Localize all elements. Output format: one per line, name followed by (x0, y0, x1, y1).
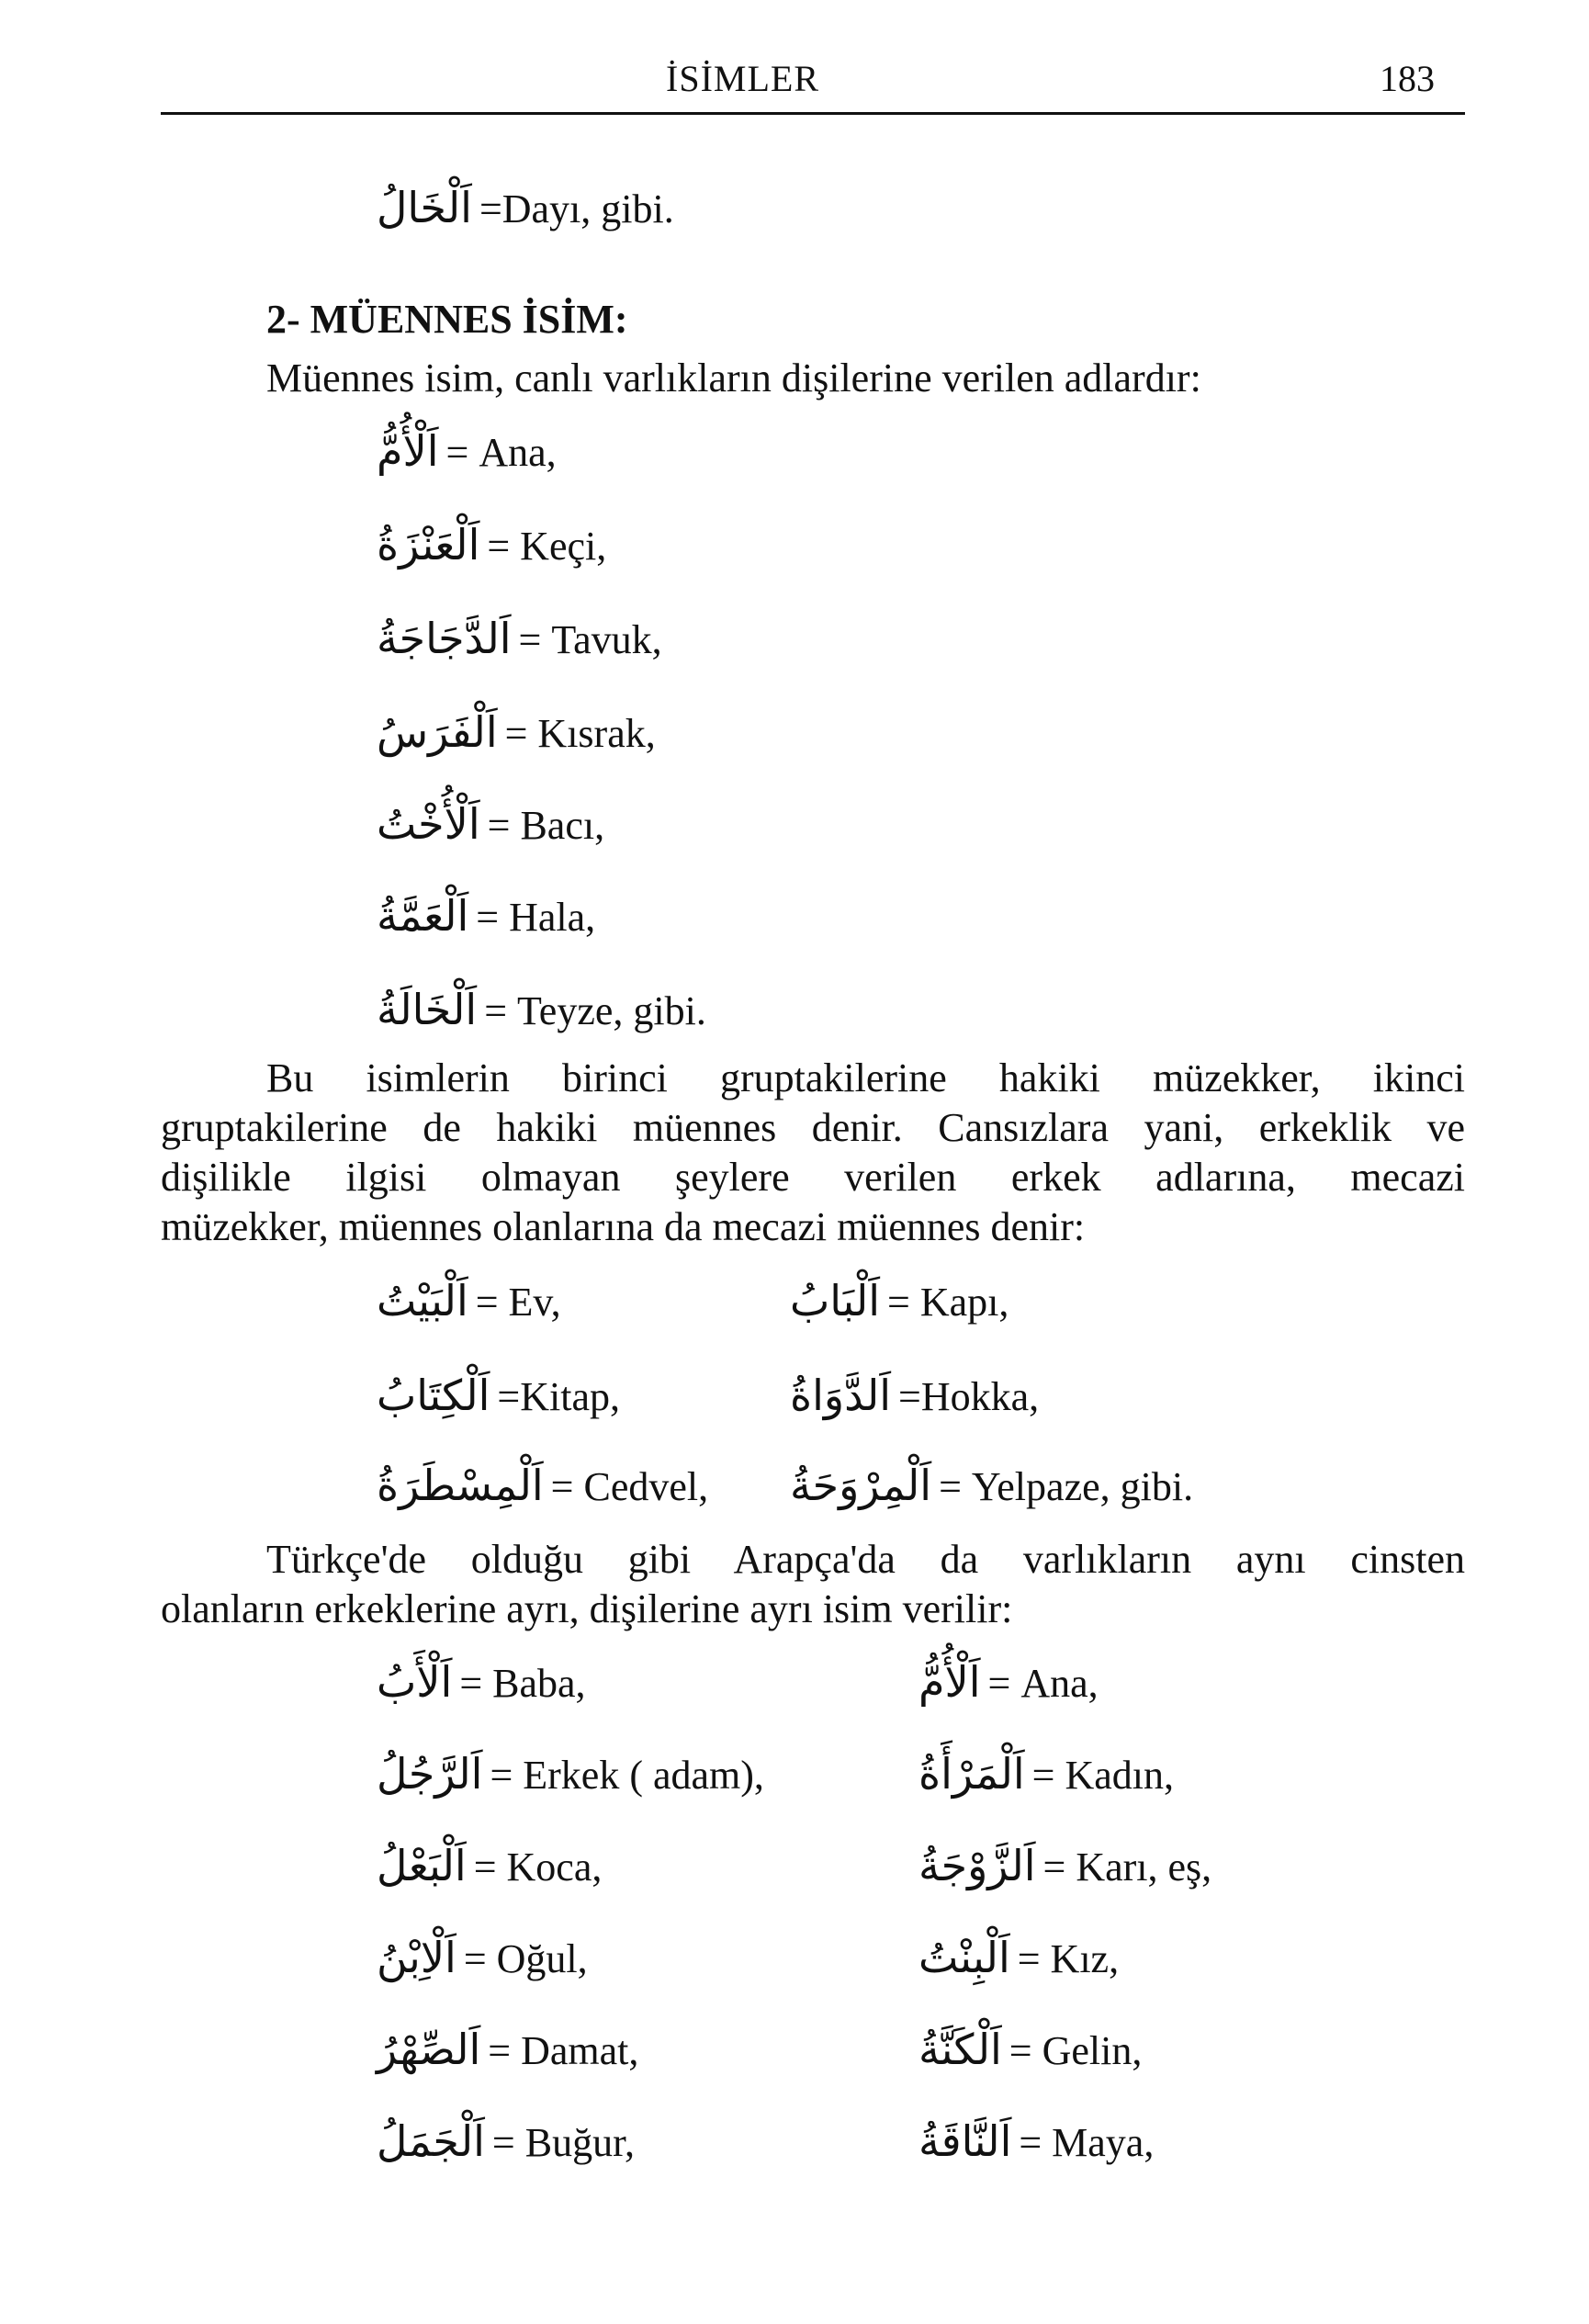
feminine-pair-example (918, 1837, 1211, 1896)
translation: = Kadın, (1031, 1753, 1174, 1798)
paragraph-line: gruptakilerine de hakiki müennes denir. Cansızlara yani, erkeklik ve (161, 1105, 1465, 1150)
translation: =Dayı, gibi. (479, 186, 674, 231)
arabic-term: اَلرَّجُلُ (377, 1751, 483, 1798)
arabic-term: اَلدَّوَاةُ (790, 1372, 892, 1419)
translation: =Hokka, (898, 1374, 1040, 1419)
translation: = Kısrak, (504, 711, 656, 756)
translation: = Hala, (476, 895, 596, 940)
feminine-pair-example (918, 2021, 1142, 2080)
feminine-example (377, 981, 706, 1040)
feminine-pair-example (918, 1745, 1174, 1804)
arabic-term: اَلْبَابُ (790, 1278, 880, 1325)
arabic-term: اَلْأَبُ (377, 1659, 453, 1706)
paragraph-separate-names (161, 1535, 1465, 1634)
translation: =Kitap, (497, 1374, 620, 1419)
arabic-term: اَلنَّاقَةُ (918, 2118, 1012, 2165)
section-heading: 2- MÜENNES İSİM: (266, 297, 628, 342)
translation: = Kapı, (887, 1280, 1009, 1325)
translation: = Ana, (445, 430, 557, 475)
arabic-term: اَلزَّوْجَةُ (918, 1843, 1036, 1890)
paragraph-line: Türkçe'de olduğu gibi Arapça'da da varlıkların aynı cinsten (266, 1537, 1465, 1582)
feminine-example (377, 704, 656, 762)
translation: = Damat, (488, 2028, 639, 2073)
metaphorical-example-right (790, 1457, 1193, 1516)
translation: = Yelpaze, gibi. (939, 1464, 1194, 1509)
masculine-example (377, 2113, 635, 2172)
arabic-term: اَلدَّجَاجَةُ (377, 615, 512, 662)
masculine-example (377, 1929, 588, 1988)
arabic-term: اَلْاِبْنُ (377, 1935, 456, 1981)
metaphorical-example-right (790, 1367, 1039, 1426)
translation: = Ana, (987, 1661, 1099, 1706)
metaphorical-example-left (377, 1272, 561, 1331)
translation: = Karı, eş, (1042, 1845, 1212, 1890)
arabic-term: اَلْجَمَلُ (377, 2118, 485, 2165)
translation: = Buğur, (491, 2120, 635, 2165)
translation: = Kız, (1017, 1936, 1120, 1981)
translation: = Oğul, (463, 1936, 588, 1981)
arabic-term: اَلْأُمُّ (377, 428, 439, 475)
translation: = Tavuk, (518, 617, 662, 662)
feminine-example (377, 516, 606, 575)
arabic-term: اَلْخَالُ (377, 185, 472, 231)
translation: = Erkek ( adam), (490, 1753, 764, 1798)
arabic-term: اَلْمِرْوَحَةُ (790, 1462, 932, 1509)
paragraph-gender-explanation (161, 1054, 1465, 1252)
arabic-term: اَلْفَرَسُ (377, 709, 498, 756)
arabic-term: اَلْبَعْلُ (377, 1843, 467, 1890)
feminine-pair-example (918, 1929, 1119, 1988)
section-intro: Müennes isim, canlı varlıkların dişilerine verilen adlardır: (266, 355, 1201, 400)
paragraph-line: Bu isimlerin birinci gruptakilerine hakiki müzekker, ikinci (266, 1055, 1465, 1100)
metaphorical-example-right (790, 1272, 1009, 1331)
arabic-term: اَلْكِتَابُ (377, 1372, 490, 1419)
running-title: İSİMLER (666, 58, 819, 99)
translation: = Maya, (1019, 2120, 1155, 2165)
translation: = Cedvel, (550, 1464, 709, 1509)
feminine-example (377, 610, 662, 669)
translation: = Gelin, (1009, 2028, 1143, 2073)
translation: = Ev, (475, 1280, 561, 1325)
metaphorical-example-left (377, 1457, 708, 1516)
dayi-entry (377, 179, 674, 238)
paragraph-line: olanların erkeklerine ayrı, dişilerine ayrı isim verilir: (161, 1586, 1013, 1631)
translation: = Teyze, gibi. (484, 988, 706, 1033)
page-number: 183 (1380, 58, 1435, 99)
translation: = Koca, (473, 1845, 603, 1890)
feminine-pair-example (918, 2113, 1154, 2172)
arabic-term: اَلْعَمَّةُ (377, 893, 469, 940)
paragraph-line: dişilikle ilgisi olmayan şeylere verilen erkek adlarına, mecazi (161, 1155, 1465, 1200)
feminine-example (377, 423, 557, 481)
translation: = Bacı, (487, 803, 605, 848)
arabic-term: اَلْبَيْتُ (377, 1278, 468, 1325)
masculine-example (377, 1745, 764, 1804)
arabic-term: اَلْمِسْطَرَةُ (377, 1462, 544, 1509)
arabic-term: اَلْكَنَّةُ (918, 2026, 1002, 2073)
feminine-example (377, 795, 604, 854)
metaphorical-example-left (377, 1367, 620, 1426)
header-rule (161, 112, 1465, 115)
translation: = Baba, (459, 1661, 586, 1706)
feminine-pair-example (918, 1653, 1099, 1712)
masculine-example (377, 1837, 602, 1896)
arabic-term: اَلْمَرْأَةُ (918, 1751, 1025, 1798)
feminine-example (377, 887, 595, 946)
arabic-term: اَلْعَنْزَةُ (377, 522, 480, 569)
arabic-term: اَلْأُخْتُ (377, 801, 480, 848)
arabic-term: اَلْأُمُّ (918, 1659, 981, 1706)
arabic-term: اَلْبِنْتُ (918, 1935, 1010, 1981)
translation: = Keçi, (487, 524, 607, 569)
masculine-example (377, 1653, 586, 1712)
arabic-term: اَلْخَالَةُ (377, 987, 478, 1033)
masculine-example (377, 2021, 638, 2080)
paragraph-line: müzekker, müennes olanlarına da mecazi müennes denir: (161, 1204, 1086, 1249)
arabic-term: اَلصِّهْرُ (377, 2026, 481, 2073)
